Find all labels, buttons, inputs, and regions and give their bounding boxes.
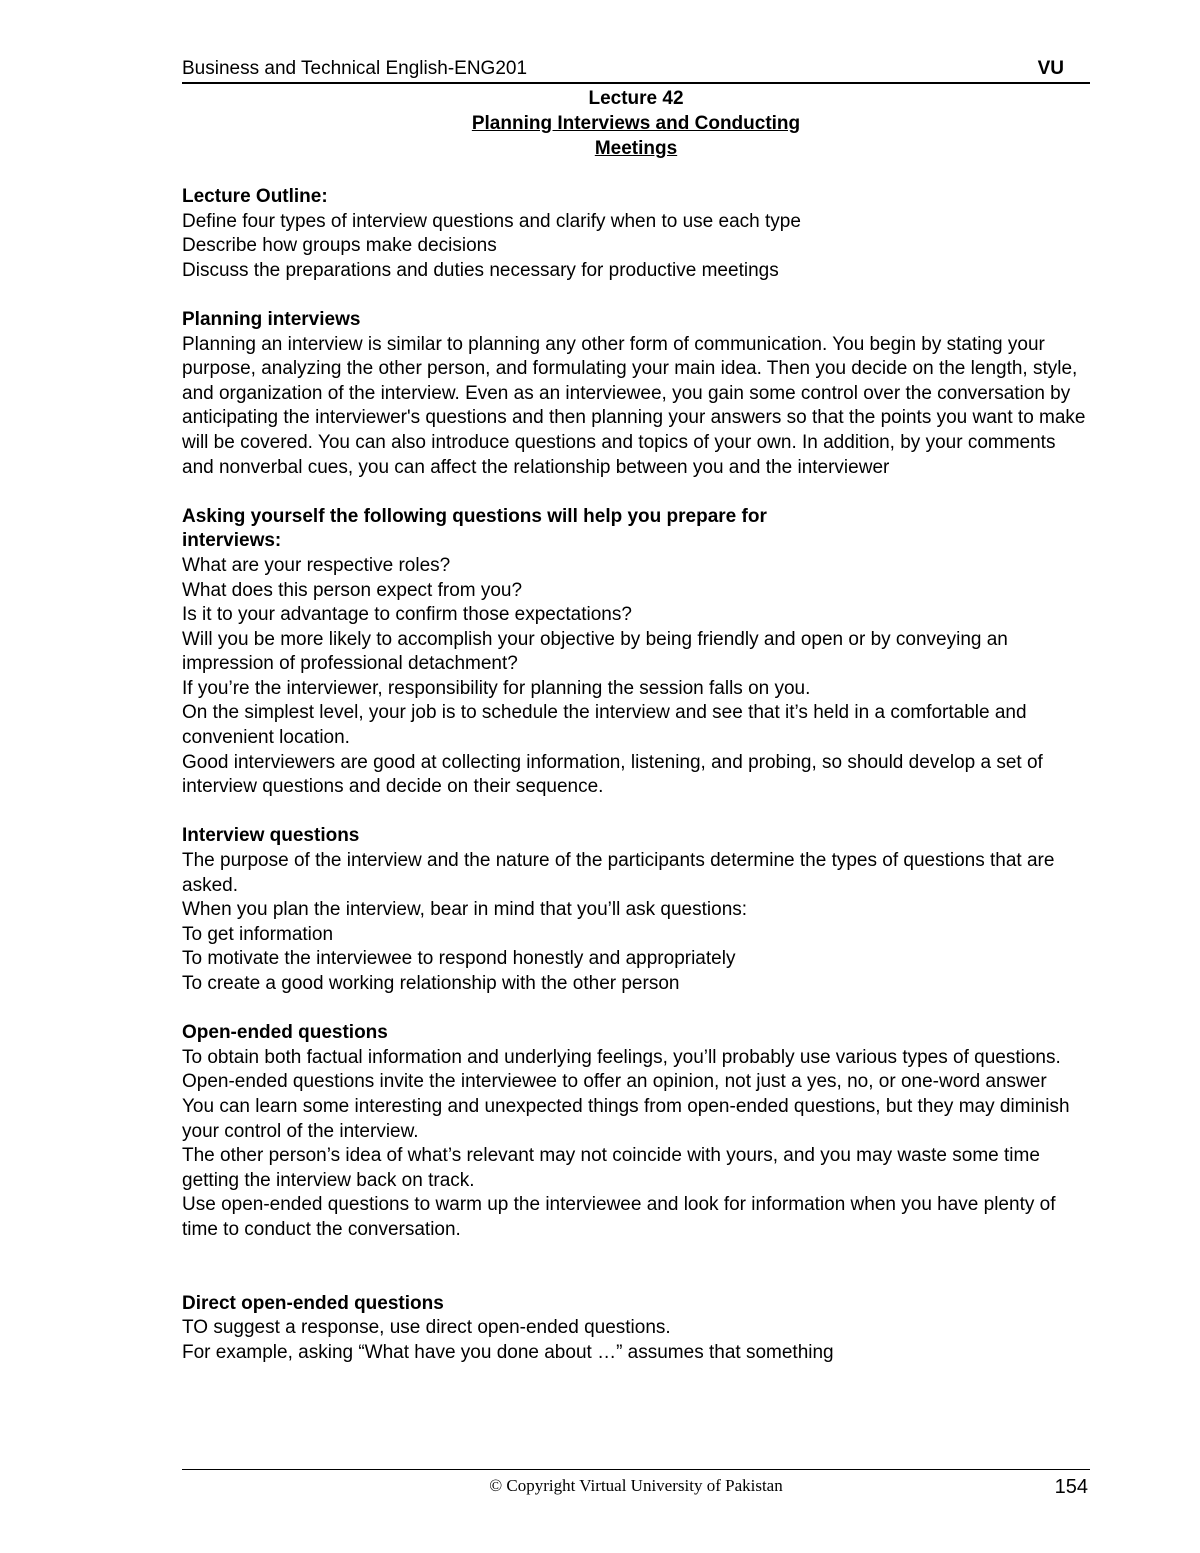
paragraph: For example, asking “What have you done about …” assumes that something	[182, 1341, 834, 1363]
section-preparation-questions	[182, 505, 1090, 800]
copyright-notice: © Copyright Virtual University of Pakistan	[489, 1476, 783, 1495]
paragraph: On the simplest level, your job is to schedule the interview and see that it’s held in a comfortable and convenient location.	[182, 702, 1027, 749]
section-interview-questions	[182, 824, 1090, 996]
section-heading: Interview questions	[182, 825, 360, 847]
section-lecture-outline	[182, 185, 1090, 283]
paragraph: TO suggest a response, use direct open-ended questions.	[182, 1317, 671, 1339]
title-block	[182, 86, 1090, 161]
paragraph: What are your respective roles?	[182, 554, 451, 576]
lecture-title-line2: Meetings	[594, 138, 678, 159]
lecture-number: Lecture 42	[588, 88, 684, 109]
section-heading: Lecture Outline:	[182, 186, 328, 207]
paragraph: When you plan the interview, bear in mind that you’ll ask questions:	[182, 899, 748, 921]
section-heading: Asking yourself the following questions will help you prepare for interviews:	[182, 505, 767, 552]
paragraph: To motivate the interviewee to respond honestly and appropriately	[182, 948, 736, 970]
document-page	[182, 56, 1090, 1390]
paragraph: Use open-ended questions to warm up the interviewee and look for information when you have plenty of time to conduct the conversation.	[182, 1194, 1056, 1240]
paragraph: Good interviewers are good at collecting information, listening, and probing, so should develop a set of interview questions and decide on their sequence.	[182, 751, 1043, 798]
paragraph: To create a good working relationship with the other person	[182, 973, 680, 994]
paragraph: Describe how groups make decisions	[182, 235, 497, 257]
section-heading: Open-ended questions	[182, 1022, 388, 1044]
paragraph: To get information	[182, 923, 334, 945]
paragraph: Planning an interview is similar to planning any other form of communication. You begin by stating your purpose, analyzing the other person, and formulating your main idea. Then you decide on the length, style, and organization of the interview. Even as an interviewee, you gain some control over the conversation by anticipating the interviewer's questions and then planning your answers so that the points you want to make will be covered. You can also introduce questions and topics of your own. In addition, by your comments and nonverbal cues, you can affect the relationship between you and the interviewer	[182, 333, 1086, 478]
paragraph: The other person’s idea of what’s relevant may not coincide with yours, and you may waste some time getting the interview back on track.	[182, 1145, 1040, 1191]
paragraph: Open-ended questions invite the interviewee to offer an opinion, not just a yes, no, or one-word answer	[182, 1071, 1047, 1093]
paragraph: You can learn some interesting and unexpected things from open-ended questions, but they may diminish your control of the interview.	[182, 1095, 1070, 1142]
paragraph: Define four types of interview questions and clarify when to use each type	[182, 210, 801, 232]
paragraph: Is it to your advantage to confirm those expectations?	[182, 604, 632, 626]
running-header	[182, 56, 1090, 84]
paragraph: What does this person expect from you?	[182, 579, 523, 601]
document-body	[182, 185, 1090, 1365]
page-footer	[182, 1469, 1090, 1500]
section-direct-open-ended-questions	[182, 1292, 1090, 1366]
section-heading: Planning interviews	[182, 308, 361, 330]
section-heading: Direct open-ended questions	[182, 1292, 444, 1314]
institution-abbrev: VU	[1037, 58, 1064, 79]
course-name: Business and Technical English-ENG201	[182, 58, 528, 79]
paragraph: Will you be more likely to accomplish your objective by being friendly and open or by conveying an impression of professional detachment?	[182, 628, 1008, 675]
paragraph: To obtain both factual information and underlying feelings, you’ll probably use various types of questions.	[182, 1046, 1061, 1068]
section-planning-interviews	[182, 308, 1090, 480]
paragraph: If you’re the interviewer, responsibility for planning the session falls on you.	[182, 677, 811, 699]
page-number: 154	[1054, 1476, 1088, 1498]
paragraph: Discuss the preparations and duties necessary for productive meetings	[182, 259, 779, 281]
lecture-title-line1: Planning Interviews and Conducting	[471, 113, 801, 134]
section-open-ended-questions	[182, 1021, 1090, 1242]
paragraph: The purpose of the interview and the nature of the participants determine the types of questions that are asked.	[182, 850, 1055, 896]
